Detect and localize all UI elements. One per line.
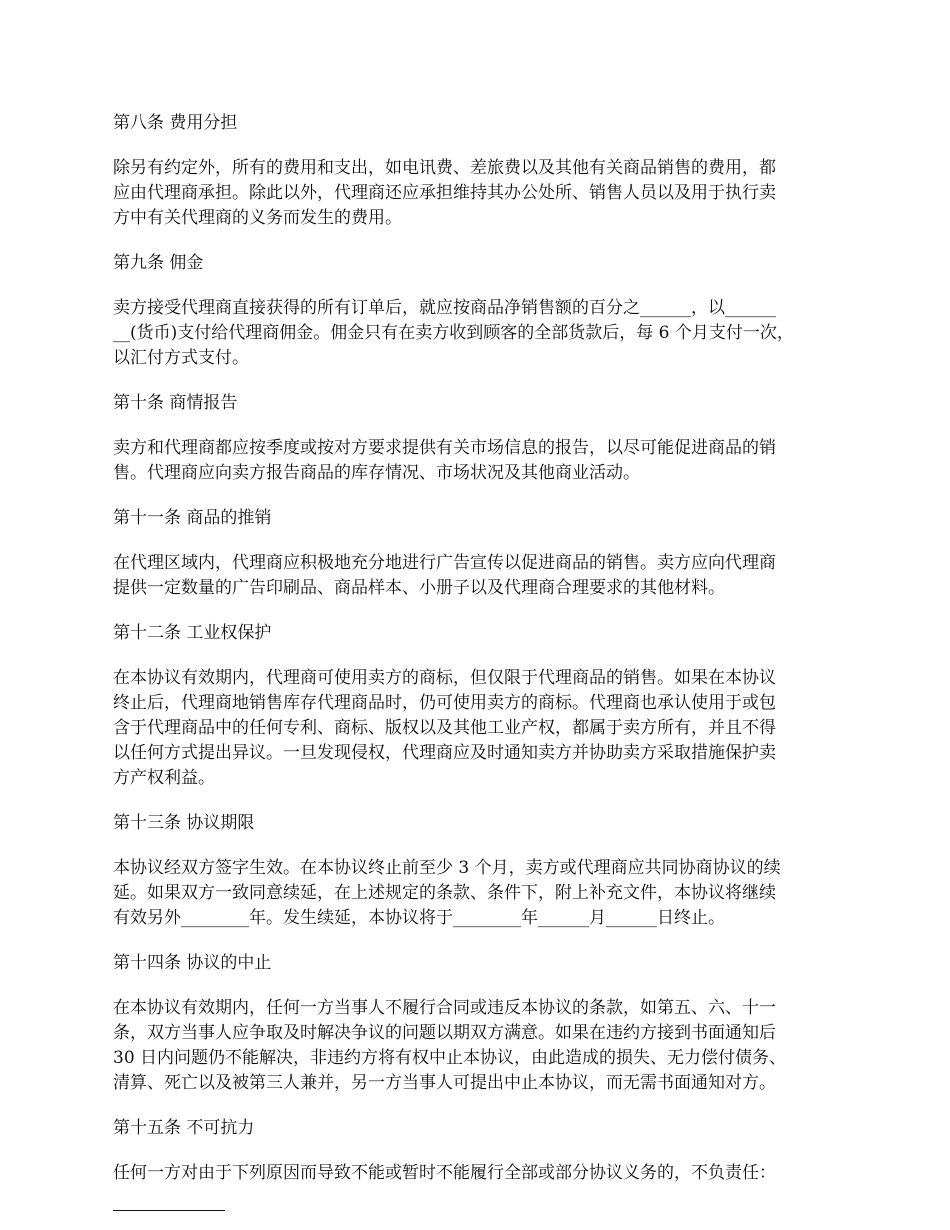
section-paragraph: [113, 666, 840, 791]
section-paragraph: [113, 551, 840, 601]
section-heading: 第十四条 协议的中止: [113, 953, 272, 973]
section-paragraph: [113, 1161, 840, 1211]
paragraph-line: 售。代理商应向卖方报告商品的库存情况、市场状况及其他商业活动。: [113, 463, 640, 483]
paragraph-line: 清算、死亡以及被第三人兼并，另一方当事人可提出中止本协议，而无需书面通知对方。: [113, 1073, 776, 1093]
paragraph-line: 以汇付方式支付。: [113, 348, 249, 368]
paragraph-line: 在代理区域内，代理商应积极地充分地进行广告宣传以促进商品的销售。卖方应向代理商: [113, 553, 776, 573]
section-heading: 第十条 商情报告: [113, 393, 238, 413]
document-page: [113, 111, 840, 1211]
paragraph-line: 卖方和代理商都应按季度或按对方要求提供有关市场信息的报告，以尽可能促进商品的销: [113, 438, 776, 458]
paragraph-line: 在本协议有效期内，代理商可使用卖方的商标，但仅限于代理商品的销售。如果在本协议: [113, 668, 776, 688]
section-heading: 第十一条 商品的推销: [113, 508, 272, 528]
section-heading: 第八条 费用分担: [113, 113, 238, 133]
paragraph-line: 终止后，代理商地销售库存代理商品时，仍可使用卖方的商标。代理商也承认使用于或包: [113, 693, 776, 713]
paragraph-line: 延。如果双方一致同意续延，在上述规定的条款、条件下，附上补充文件，本协议将继续: [113, 883, 776, 903]
section-heading: 第十五条 不可抗力: [113, 1118, 255, 1138]
paragraph-line: 条，双方当事人应争取及时解决争议的问题以期双方满意。如果在违约方接到书面通知后: [113, 1023, 776, 1043]
section-heading: 第九条 佣金: [113, 253, 204, 273]
section-heading: 第十二条 工业权保护: [113, 623, 272, 643]
section-paragraph: [113, 436, 840, 486]
section-paragraph: [113, 996, 840, 1096]
paragraph-line: 应由代理商承担。除此以外，代理商还应承担维持其办公处所、销售人员以及用于执行卖: [113, 183, 776, 203]
section-paragraph: [113, 296, 840, 371]
paragraph-line: 任何一方对由于下列原因而导致不能或暂时不能履行全部或部分协议义务的，不负责任：: [113, 1163, 776, 1183]
paragraph-line: __(货币)支付给代理商佣金。佣金只有在卖方收到顾客的全部货款后，每 6 个月支付一次，: [113, 323, 794, 343]
blank-fill-line: [113, 1186, 225, 1211]
paragraph-line: 卖方接受代理商直接获得的所有订单后，就应按商品净销售额的百分之______，以______: [113, 298, 776, 318]
paragraph-line: 有效另外________年。发生续延，本协议将于________年______月______日终止。: [113, 908, 725, 928]
paragraph-line: 在本协议有效期内，任何一方当事人不履行合同或违反本协议的条款，如第五、六、十一: [113, 998, 776, 1018]
section-heading: 第十三条 协议期限: [113, 813, 255, 833]
section-paragraph: [113, 856, 840, 931]
paragraph-line: 提供一定数量的广告印刷品、商品样本、小册子以及代理商合理要求的其他材料。: [113, 578, 725, 598]
section-paragraph: [113, 156, 840, 231]
paragraph-line: 30 日内问题仍不能解决，非违约方将有权中止本协议，由此造成的损失、无力偿付债务、: [113, 1048, 787, 1068]
paragraph-line: 方产权利益。: [113, 768, 215, 788]
paragraph-line: 方中有关代理商的义务而发生的费用。: [113, 208, 402, 228]
paragraph-line: 以任何方式提出异议。一旦发现侵权，代理商应及时通知卖方并协助卖方采取措施保护卖: [113, 743, 776, 763]
paragraph-line: 除另有约定外，所有的费用和支出，如电讯费、差旅费以及其他有关商品销售的费用，都: [113, 158, 776, 178]
paragraph-line: 本协议经双方签字生效。在本协议终止前至少 3 个月，卖方或代理商应共同协商协议的续: [113, 858, 781, 878]
paragraph-line: 含于代理商品中的任何专利、商标、版权以及其他工业产权，都属于卖方所有，并且不得: [113, 718, 776, 738]
